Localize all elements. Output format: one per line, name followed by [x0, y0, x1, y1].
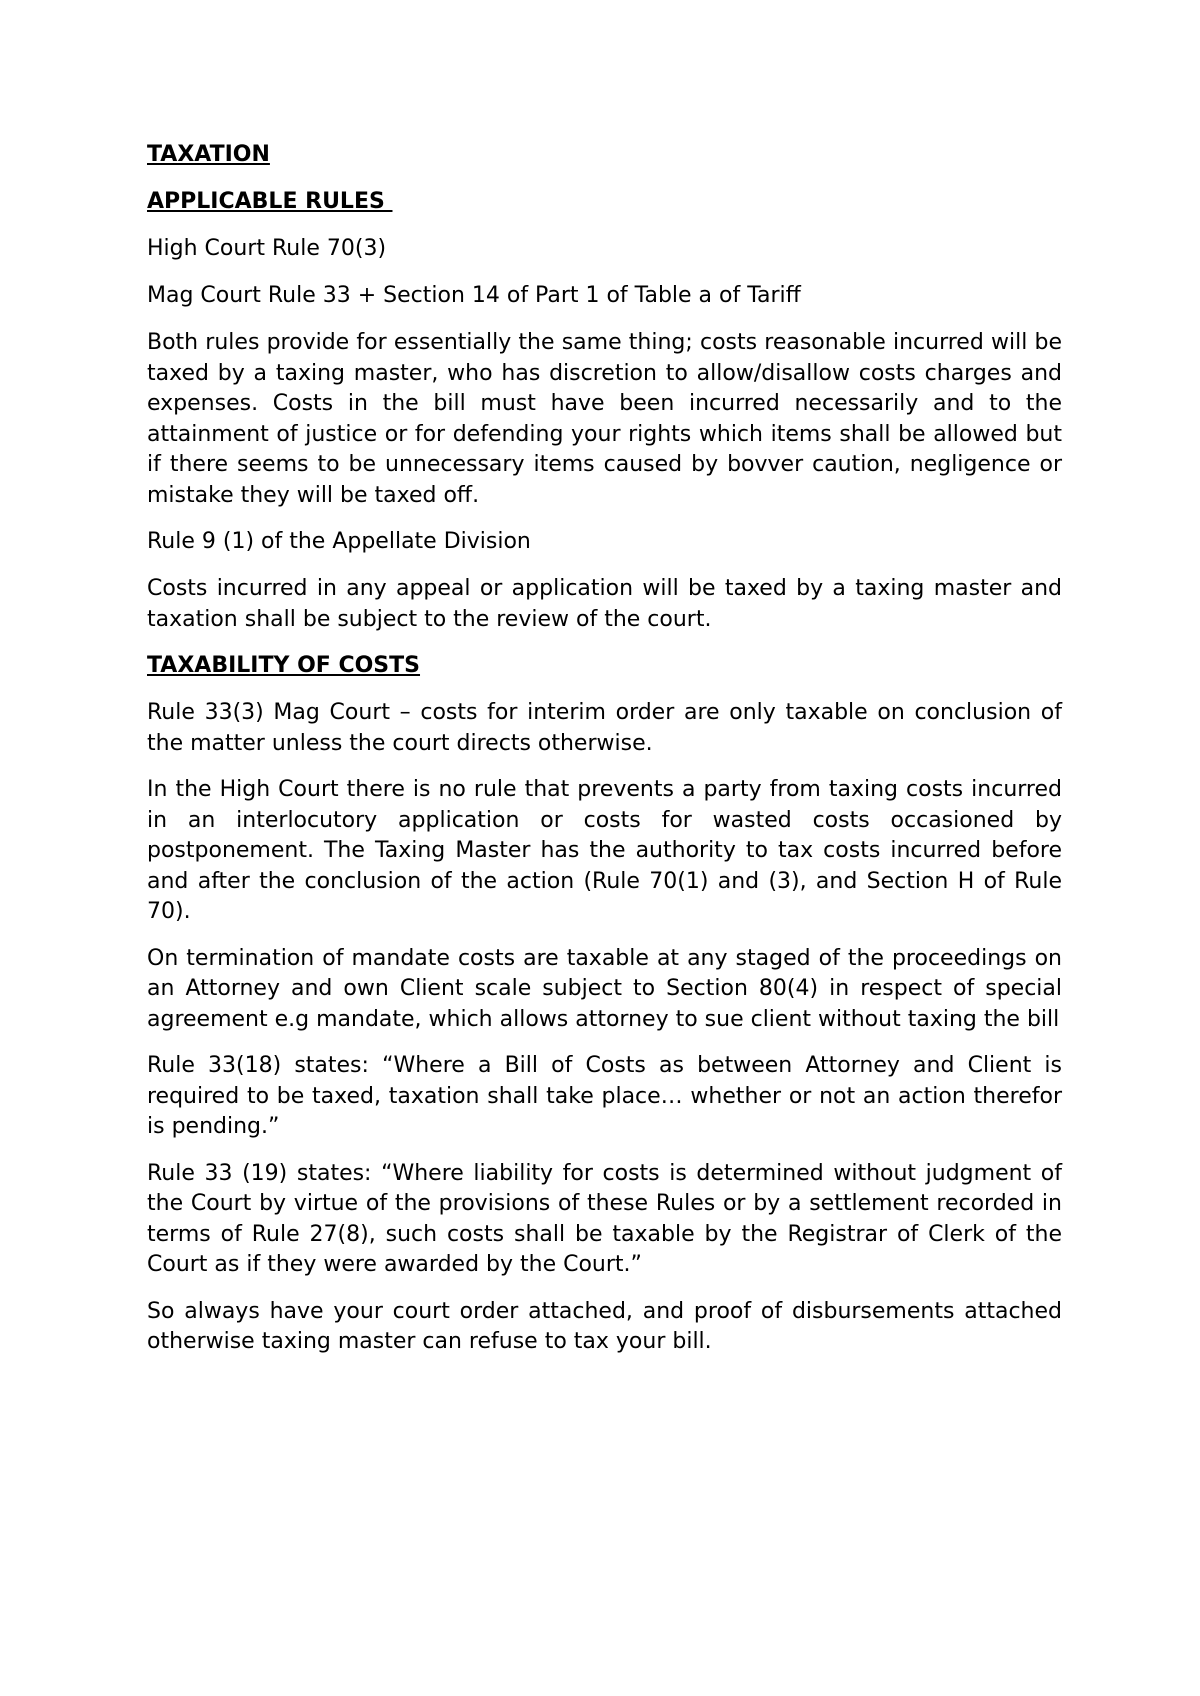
document-page	[147, 140, 1062, 1374]
rules-explanation-paragraph: Both rules provide for essentially the same thing; costs reasonable incurred will be taxed by a taxing master, who has discretion to allow/disallow costs charges and expenses. Costs in the bill must have been incurred necessarily and to the attainment of justice or for defending your rights which items shall be allowed but if there seems to be unnecessary items caused by bovver caution, negligence or mistake they will be taxed off.	[147, 330, 1062, 508]
high-court-rule-line: High Court Rule 70(3)	[147, 236, 387, 261]
document-title: TAXATION	[147, 142, 270, 167]
interim-order-paragraph: Rule 33(3) Mag Court – costs for interim order are only taxable on conclusion of the matter unless the court directs otherwise.	[147, 700, 1062, 756]
termination-of-mandate-paragraph: On termination of mandate costs are taxable at any staged of the proceedings on an Attorney and own Client scale subject to Section 80(4) in respect of special agreement e.g mandate, which allows attorney to sue client without taxing the bill	[147, 945, 1062, 1032]
rule-33-19-paragraph: Rule 33 (19) states: “Where liability for costs is determined without judgment of the Court by virtue of the provisions of these Rules or by a settlement recorded in terms of Rule 27(8), such costs shall be taxable by the Registrar of Clerk of the Court as if they were awarded by the Court.”	[147, 1160, 1062, 1277]
taxability-of-costs-heading: TAXABILITY OF COSTS	[147, 653, 421, 678]
mag-court-rule-line: Mag Court Rule 33 + Section 14 of Part 1 of Table a of Tariff	[147, 283, 801, 308]
applicable-rules-heading: APPLICABLE RULES	[147, 189, 393, 214]
high-court-paragraph: In the High Court there is no rule that prevents a party from taxing costs incurred in an interlocutory application or costs for wasted costs occasioned by postponement. The Taxing Master has the authority to tax costs incurred before and after the conclusion of the action (Rule 70(1) and (3), and Section H of Rule 70).	[147, 777, 1062, 924]
appellate-division-rule-line: Rule 9 (1) of the Appellate Division	[147, 529, 531, 554]
court-order-advice-paragraph: So always have your court order attached, and proof of disbursements attached otherwise taxing master can refuse to tax your bill.	[147, 1298, 1062, 1354]
appeal-costs-paragraph: Costs incurred in any appeal or application will be taxed by a taxing master and taxation shall be subject to the review of the court.	[147, 576, 1062, 632]
rule-33-18-paragraph: Rule 33(18) states: “Where a Bill of Costs as between Attorney and Client is required to be taxed, taxation shall take place… whether or not an action therefor is pending.”	[147, 1053, 1062, 1139]
